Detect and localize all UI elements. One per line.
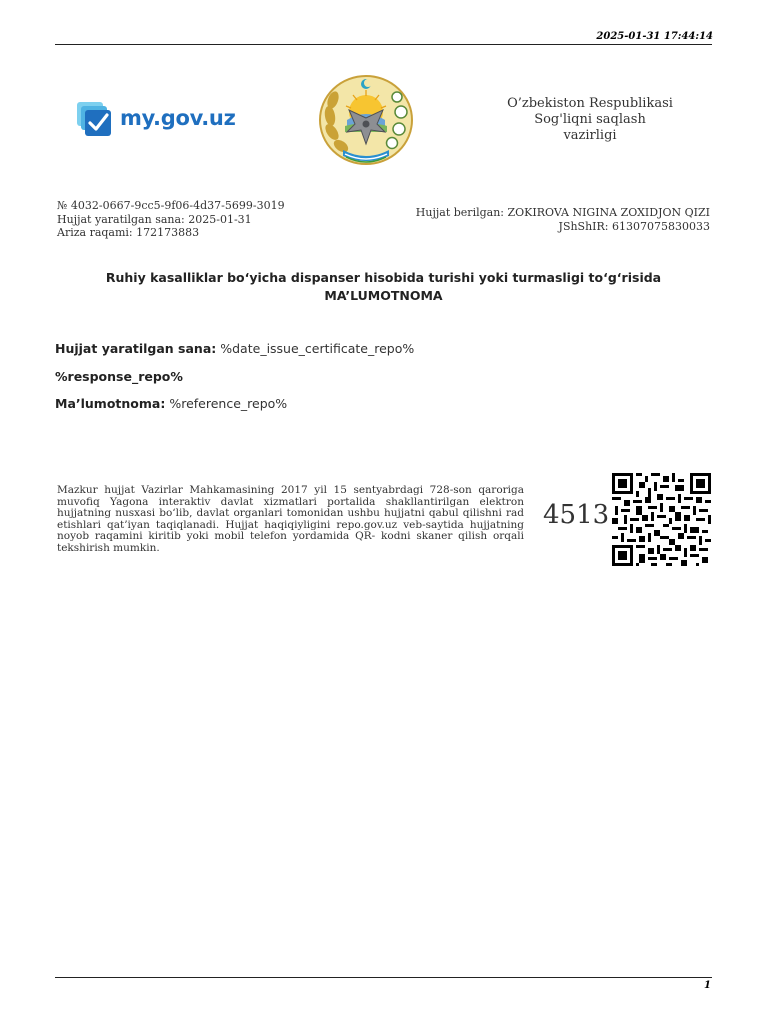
reference-label: Ma’lumotnoma: bbox=[55, 396, 166, 411]
application-number: Ariza raqami: 172173883 bbox=[57, 226, 200, 239]
mygov-logo bbox=[76, 100, 236, 140]
bottom-divider bbox=[55, 977, 712, 978]
document-title-line-2: MA’LUMOTNOMA bbox=[324, 288, 443, 303]
created-date-field bbox=[55, 341, 414, 356]
mygov-checkbox-icon bbox=[76, 100, 120, 140]
created-date-value: %date_issue_certificate_repo% bbox=[220, 341, 415, 356]
top-divider bbox=[55, 44, 712, 45]
created-date-label: Hujjat yaratilgan sana: bbox=[55, 341, 217, 356]
recipient-meta bbox=[416, 206, 710, 233]
page-number: 1 bbox=[704, 980, 711, 991]
issued-to: Hujjat berilgan: ZOKIROVA NIGINA ZOXIDJON QIZI bbox=[415, 206, 710, 219]
legal-notice: Mazkur hujjat Vazirlar Mahkamasining 2017 yil 15 sentyabrdagi 728-son qaroriga muvofiq Yagona interaktiv davlat xizmatlari portalida shakllantirilgan elektron hujjatning nusxasi bo‘lib, davlat organlari tomonidan ushbu hujjatni qabul qilishni rad etishlari qat’iyan taqiqlanadi. Hujjat haqiqiyligini repo.gov.uz veb-saytida hujjatning noyob raqamini kiritib yoki mobil telefon yordamida QR- kodni skaner qilish orqali tekshirish mumkin. bbox=[57, 484, 524, 554]
ministry-line-2: Sog'liqni saqlash bbox=[534, 112, 646, 127]
document-number: № 4032-0667-9cc5-9f06-4d37-5699-3019 bbox=[57, 199, 285, 212]
reference-field bbox=[55, 396, 287, 411]
qr-code-icon bbox=[612, 473, 711, 566]
ministry-name bbox=[490, 96, 690, 144]
logo-text: my.gov.uz bbox=[120, 106, 236, 130]
response-field: %response_repo% bbox=[55, 369, 183, 384]
document-meta bbox=[57, 199, 285, 240]
document-title bbox=[55, 269, 712, 305]
document-title-line-1: Ruhiy kasalliklar bo‘yicha dispanser hisobida turishi yoki turmasligi to‘g‘risida bbox=[105, 270, 662, 285]
document-created-date: Hujjat yaratilgan sana: 2025-01-31 bbox=[57, 212, 252, 226]
ministry-line-1: O’zbekiston Respublikasi bbox=[507, 96, 673, 111]
uzbekistan-state-emblem-icon bbox=[317, 72, 415, 166]
ministry-line-3: vazirligi bbox=[563, 128, 617, 143]
personal-id-number: JShShIR: 61307075830033 bbox=[558, 219, 710, 233]
verification-code: 4513 bbox=[543, 500, 610, 530]
reference-value: %reference_repo% bbox=[169, 396, 288, 411]
timestamp: 2025-01-31 17:44:14 bbox=[596, 31, 713, 42]
